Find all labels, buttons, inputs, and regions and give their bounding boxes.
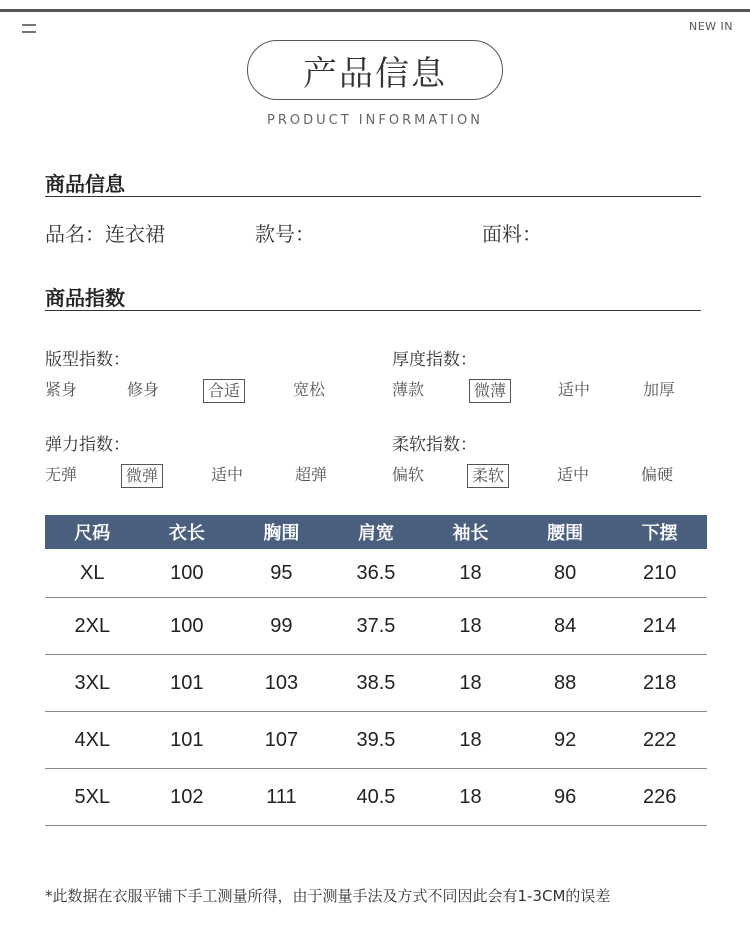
table-cell: 226 — [612, 769, 707, 826]
stretch-index-option-selected: 微弹 — [121, 464, 163, 488]
table-cell: 18 — [423, 769, 518, 826]
table-cell: 101 — [140, 655, 235, 712]
table-cell: 92 — [518, 712, 613, 769]
table-cell: 18 — [423, 549, 518, 598]
fit-index-option: 宽松 — [293, 380, 326, 399]
new-in-label: NEW IN — [688, 20, 733, 33]
table-cell: 102 — [140, 769, 235, 826]
page-title: 产品信息 — [247, 40, 503, 100]
table-row — [45, 712, 707, 769]
table-row — [45, 598, 707, 655]
fit-index-label: 版型指数： — [45, 350, 130, 370]
table-cell: 84 — [518, 598, 613, 655]
field-product-name: 品名：连衣裙 — [45, 222, 165, 246]
softness-index-option: 偏硬 — [641, 465, 674, 484]
table-cell: 101 — [140, 712, 235, 769]
fit-index-option-selected: 合适 — [203, 379, 245, 403]
table-cell: XL — [45, 549, 140, 598]
size-table — [45, 515, 707, 826]
table-cell: 36.5 — [329, 549, 424, 598]
stretch-index-label: 弹力指数： — [45, 435, 130, 455]
table-cell: 39.5 — [329, 712, 424, 769]
stretch-index-option: 无弹 — [45, 465, 78, 484]
softness-index-option: 偏软 — [392, 465, 425, 484]
table-cell: 37.5 — [329, 598, 424, 655]
table-header-row — [45, 515, 707, 549]
table-header-cell: 腰围 — [518, 515, 613, 549]
top-rule — [0, 9, 750, 12]
thickness-index-option: 加厚 — [643, 380, 676, 399]
table-cell: 18 — [423, 598, 518, 655]
table-header-cell: 衣长 — [140, 515, 235, 549]
table-cell: 38.5 — [329, 655, 424, 712]
table-cell: 100 — [140, 549, 235, 598]
softness-index-option-selected: 柔软 — [467, 464, 509, 488]
thickness-index-option-selected: 微薄 — [469, 379, 511, 403]
stretch-index-option: 超弹 — [295, 465, 328, 484]
table-cell: 18 — [423, 655, 518, 712]
thickness-index-option: 适中 — [558, 380, 591, 399]
table-cell: 40.5 — [329, 769, 424, 826]
fit-index-option: 紧身 — [45, 380, 78, 399]
table-cell: 99 — [234, 598, 329, 655]
softness-index-label: 柔软指数： — [392, 435, 477, 455]
section-title-info: 商品信息 — [45, 172, 125, 196]
table-header-cell: 下摆 — [612, 515, 707, 549]
table-cell: 80 — [518, 549, 613, 598]
table-cell: 111 — [234, 769, 329, 826]
table-cell: 5XL — [45, 769, 140, 826]
table-cell: 95 — [234, 549, 329, 598]
table-cell: 96 — [518, 769, 613, 826]
table-row — [45, 769, 707, 826]
table-cell: 88 — [518, 655, 613, 712]
table-header-cell: 肩宽 — [329, 515, 424, 549]
table-header-cell: 尺码 — [45, 515, 140, 549]
table-cell: 214 — [612, 598, 707, 655]
table-header-cell: 胸围 — [234, 515, 329, 549]
stretch-index-option: 适中 — [211, 465, 244, 484]
table-row — [45, 549, 707, 598]
field-fabric: 面料： — [482, 222, 542, 246]
table-cell: 218 — [612, 655, 707, 712]
thickness-index-option: 薄款 — [392, 380, 425, 399]
table-cell: 103 — [234, 655, 329, 712]
measurement-note: *此数据在衣服平铺下手工测量所得，由于测量手法及方式不同因此会有1-3CM的误差 — [45, 887, 611, 905]
field-style-number: 款号： — [255, 222, 315, 246]
thickness-index-label: 厚度指数： — [392, 350, 477, 370]
softness-index-option: 适中 — [557, 465, 590, 484]
section-divider — [45, 310, 701, 311]
table-cell: 100 — [140, 598, 235, 655]
table-cell: 210 — [612, 549, 707, 598]
table-cell: 4XL — [45, 712, 140, 769]
page-subtitle: PRODUCT INFORMATION — [267, 113, 483, 128]
table-cell: 18 — [423, 712, 518, 769]
table-cell: 222 — [612, 712, 707, 769]
menu-icon[interactable] — [22, 24, 36, 33]
section-title-index: 商品指数 — [45, 286, 125, 310]
table-cell: 2XL — [45, 598, 140, 655]
fit-index-option: 修身 — [127, 380, 160, 399]
table-cell: 107 — [234, 712, 329, 769]
table-cell: 3XL — [45, 655, 140, 712]
table-header-cell: 袖长 — [423, 515, 518, 549]
table-row — [45, 655, 707, 712]
section-divider — [45, 196, 701, 197]
